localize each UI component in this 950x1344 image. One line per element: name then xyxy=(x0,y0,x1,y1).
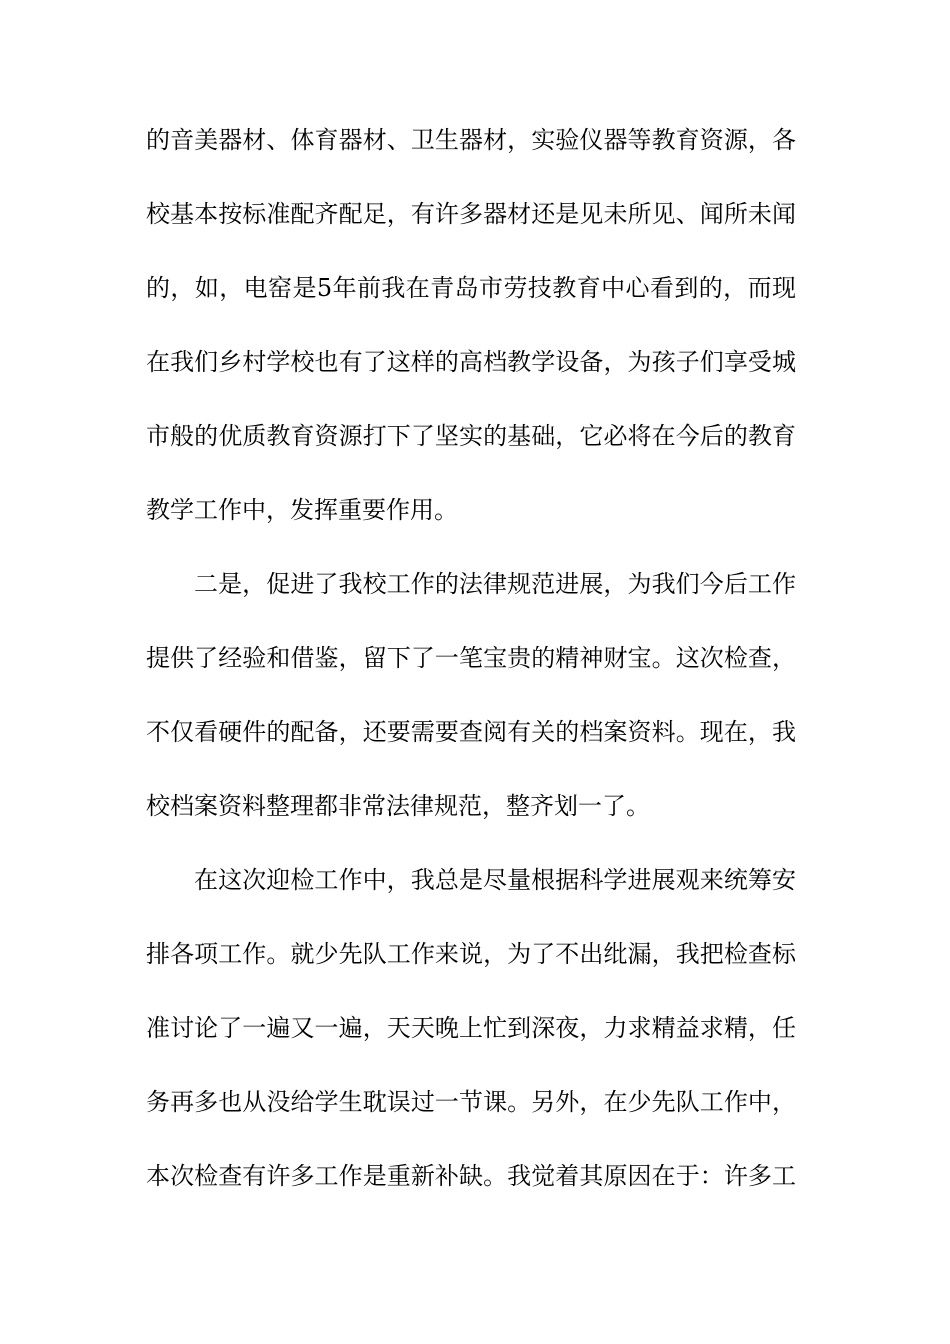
paragraph-2 xyxy=(146,572,796,818)
text-line: 的音美器材、体育器材、卫生器材，实验仪器等教育资源，各 xyxy=(146,126,796,154)
text-line: 校档案资料整理都非常法律规范，整齐划一了。 xyxy=(146,792,650,820)
text-line: 提供了经验和借鉴，留下了一笔宝贵的精神财宝。这次检查， xyxy=(146,644,796,672)
text-line: 不仅看硬件的配备，还要需要查阅有关的档案资料。现在，我 xyxy=(146,718,796,746)
text-line: 校基本按标准配齐配足，有许多器材还是见未所见、闻所未闻 xyxy=(146,200,796,228)
paragraph-3 xyxy=(146,868,796,1188)
document-body xyxy=(146,128,796,1238)
text-line: 教学工作中，发挥重要作用。 xyxy=(146,496,458,524)
text-line: 务再多也从没给学生耽误过一节课。另外，在少先队工作中， xyxy=(146,1088,796,1116)
text-line: 排各项工作。就少先队工作来说，为了不出纰漏，我把检查标 xyxy=(146,940,796,968)
text-line: 本次检查有许多工作是重新补缺。我觉着其原因在于：许多工 xyxy=(146,1162,796,1190)
text-line: 准讨论了一遍又一遍，天天晚上忙到深夜，力求精益求精，任 xyxy=(146,1014,796,1042)
text-line: 二是，促进了我校工作的法律规范进展，为我们今后工作 xyxy=(194,570,796,598)
text-line: 的，如，电窑是5年前我在青岛市劳技教育中心看到的，而现 xyxy=(146,274,796,302)
text-line: 市般的优质教育资源打下了坚实的基础，它必将在今后的教育 xyxy=(146,422,796,450)
text-line: 在我们乡村学校也有了这样的高档教学设备，为孩子们享受城 xyxy=(146,348,796,376)
paragraph-1 xyxy=(146,128,796,522)
text-line: 在这次迎检工作中，我总是尽量根据科学进展观来统筹安 xyxy=(194,866,796,894)
